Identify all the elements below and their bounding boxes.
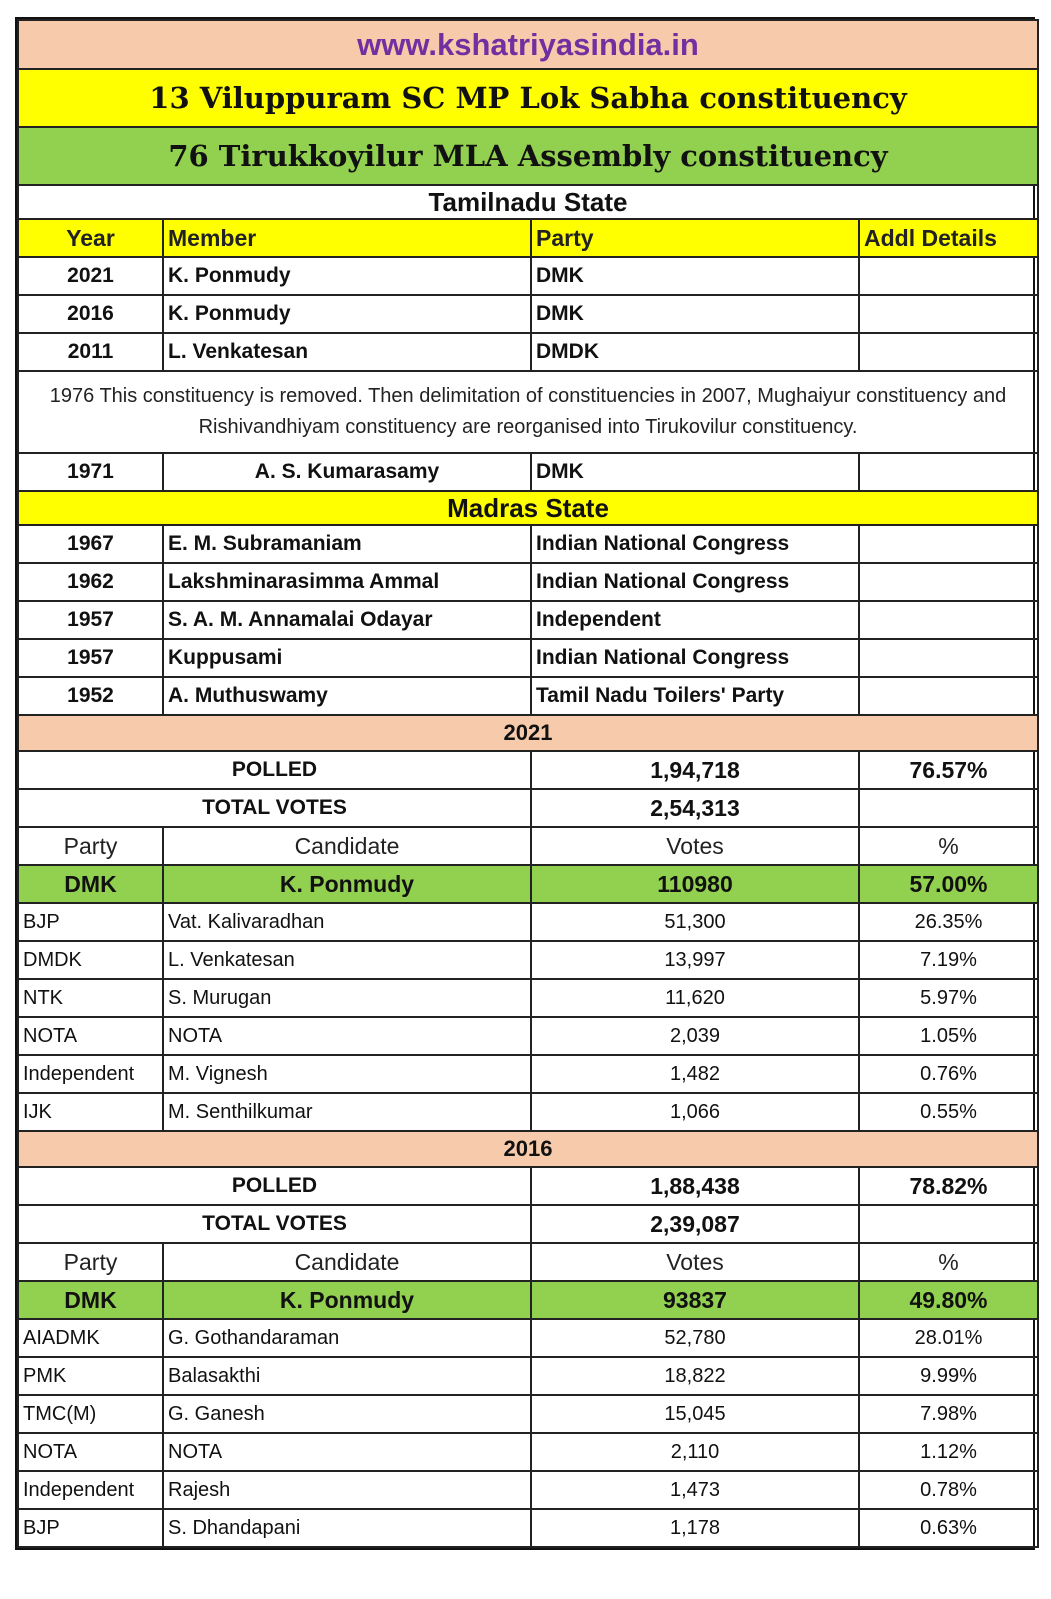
member-party: DMK xyxy=(531,453,859,491)
member-year: 1967 xyxy=(18,525,163,563)
header-year: Year xyxy=(18,219,163,257)
polled-label: POLLED xyxy=(18,751,531,789)
member-addl-details xyxy=(859,257,1038,295)
election-year-heading: 2016 xyxy=(18,1131,1038,1167)
candidate-name: Vat. Kalivaradhan xyxy=(163,903,531,941)
member-name: A. S. Kumarasamy xyxy=(163,453,531,491)
results-header-row xyxy=(18,1243,1038,1281)
candidate-votes: 15,045 xyxy=(531,1395,859,1433)
polled-row xyxy=(18,1167,1038,1205)
site-url[interactable]: www.kshatriyasindia.in xyxy=(18,20,1038,69)
member-row xyxy=(18,333,1038,371)
member-addl-details xyxy=(859,677,1038,715)
candidate-name: M. Senthilkumar xyxy=(163,1093,531,1131)
state-heading-madras: Madras State xyxy=(18,491,1038,525)
candidate-name: G. Gothandaraman xyxy=(163,1319,531,1357)
polled-value: 1,88,438 xyxy=(531,1167,859,1205)
member-party: DMDK xyxy=(531,333,859,371)
winner-candidate: K. Ponmudy xyxy=(163,1281,531,1319)
candidate-votes: 13,997 xyxy=(531,941,859,979)
member-party: Indian National Congress xyxy=(531,639,859,677)
candidate-name: S. Murugan xyxy=(163,979,531,1017)
member-row xyxy=(18,563,1038,601)
member-year: 1962 xyxy=(18,563,163,601)
candidate-row xyxy=(18,941,1038,979)
member-row xyxy=(18,639,1038,677)
polled-percent: 78.82% xyxy=(859,1167,1038,1205)
candidate-name: NOTA xyxy=(163,1017,531,1055)
candidate-votes: 18,822 xyxy=(531,1357,859,1395)
candidate-row xyxy=(18,1093,1038,1131)
member-addl-details xyxy=(859,525,1038,563)
polled-row xyxy=(18,751,1038,789)
lok-sabha-title: 13 Viluppuram SC MP Lok Sabha constituency xyxy=(18,69,1038,127)
member-name: S. A. M. Annamalai Odayar xyxy=(163,601,531,639)
total-votes-row xyxy=(18,789,1038,827)
candidate-name: NOTA xyxy=(163,1433,531,1471)
candidate-percent: 5.97% xyxy=(859,979,1038,1017)
candidate-row xyxy=(18,1055,1038,1093)
candidate-name: Rajesh xyxy=(163,1471,531,1509)
candidate-percent: 7.19% xyxy=(859,941,1038,979)
member-name: A. Muthuswamy xyxy=(163,677,531,715)
member-year: 1971 xyxy=(18,453,163,491)
constituency-sheet xyxy=(15,17,1035,1550)
member-party: Independent xyxy=(531,601,859,639)
candidate-party: IJK xyxy=(18,1093,163,1131)
note-row xyxy=(18,371,1038,453)
member-name: K. Ponmudy xyxy=(163,295,531,333)
candidate-party: BJP xyxy=(18,903,163,941)
candidate-name: L. Venkatesan xyxy=(163,941,531,979)
total-votes-empty xyxy=(859,789,1038,827)
results-header-row xyxy=(18,827,1038,865)
member-year: 1957 xyxy=(18,639,163,677)
member-row xyxy=(18,601,1038,639)
results-header-candidate: Candidate xyxy=(163,1243,531,1281)
results-header-percent: % xyxy=(859,827,1038,865)
polled-percent: 76.57% xyxy=(859,751,1038,789)
candidate-votes: 52,780 xyxy=(531,1319,859,1357)
member-addl-details xyxy=(859,453,1038,491)
results-header-votes: Votes xyxy=(531,827,859,865)
candidate-name: M. Vignesh xyxy=(163,1055,531,1093)
member-party: DMK xyxy=(531,257,859,295)
candidate-votes: 2,039 xyxy=(531,1017,859,1055)
member-row xyxy=(18,295,1038,333)
candidate-votes: 2,110 xyxy=(531,1433,859,1471)
candidate-percent: 0.55% xyxy=(859,1093,1038,1131)
candidate-party: Independent xyxy=(18,1055,163,1093)
header-member: Member xyxy=(163,219,531,257)
candidate-percent: 26.35% xyxy=(859,903,1038,941)
member-name: Lakshminarasimma Ammal xyxy=(163,563,531,601)
member-name: K. Ponmudy xyxy=(163,257,531,295)
members-header-row xyxy=(18,219,1038,257)
candidate-party: Independent xyxy=(18,1471,163,1509)
candidate-votes: 1,066 xyxy=(531,1093,859,1131)
candidate-row xyxy=(18,1357,1038,1395)
winner-votes: 93837 xyxy=(531,1281,859,1319)
member-name: Kuppusami xyxy=(163,639,531,677)
candidate-party: NOTA xyxy=(18,1433,163,1471)
header-addl-details: Addl Details xyxy=(859,219,1038,257)
member-name: E. M. Subramaniam xyxy=(163,525,531,563)
candidate-row xyxy=(18,1509,1038,1547)
assembly-title: 76 Tirukkoyilur MLA Assembly constituency xyxy=(18,127,1038,185)
candidate-percent: 1.12% xyxy=(859,1433,1038,1471)
candidate-name: G. Ganesh xyxy=(163,1395,531,1433)
election-year-row xyxy=(18,1131,1038,1167)
candidate-votes: 1,482 xyxy=(531,1055,859,1093)
candidate-percent: 1.05% xyxy=(859,1017,1038,1055)
election-year-row xyxy=(18,715,1038,751)
candidate-party: NTK xyxy=(18,979,163,1017)
total-votes-value: 2,39,087 xyxy=(531,1205,859,1243)
winner-row xyxy=(18,1281,1038,1319)
polled-value: 1,94,718 xyxy=(531,751,859,789)
member-row xyxy=(18,525,1038,563)
member-addl-details xyxy=(859,333,1038,371)
candidate-row xyxy=(18,1433,1038,1471)
member-addl-details xyxy=(859,601,1038,639)
candidate-row xyxy=(18,1319,1038,1357)
total-votes-empty xyxy=(859,1205,1038,1243)
delimitation-note: 1976 This constituency is removed. Then delimitation of constituencies in 2007, Mughaiyur constituency and Rishivandhiyam constituency are reorganised into Tirukovilur constituency. xyxy=(18,371,1038,453)
candidate-row xyxy=(18,1017,1038,1055)
member-year: 2016 xyxy=(18,295,163,333)
candidate-percent: 9.99% xyxy=(859,1357,1038,1395)
state-heading-tamilnadu: Tamilnadu State xyxy=(18,185,1038,219)
winner-candidate: K. Ponmudy xyxy=(163,865,531,903)
winner-row xyxy=(18,865,1038,903)
member-year: 1957 xyxy=(18,601,163,639)
candidate-row xyxy=(18,1395,1038,1433)
total-votes-value: 2,54,313 xyxy=(531,789,859,827)
member-party: Indian National Congress xyxy=(531,525,859,563)
member-name: L. Venkatesan xyxy=(163,333,531,371)
polled-label: POLLED xyxy=(18,1167,531,1205)
winner-percent: 57.00% xyxy=(859,865,1038,903)
candidate-percent: 0.63% xyxy=(859,1509,1038,1547)
candidate-votes: 51,300 xyxy=(531,903,859,941)
candidate-row xyxy=(18,1471,1038,1509)
candidate-row xyxy=(18,979,1038,1017)
candidate-percent: 0.78% xyxy=(859,1471,1038,1509)
member-party: Indian National Congress xyxy=(531,563,859,601)
candidate-percent: 0.76% xyxy=(859,1055,1038,1093)
election-year-heading: 2021 xyxy=(18,715,1038,751)
candidate-row xyxy=(18,903,1038,941)
member-addl-details xyxy=(859,295,1038,333)
candidate-percent: 28.01% xyxy=(859,1319,1038,1357)
winner-party: DMK xyxy=(18,1281,163,1319)
total-votes-label: TOTAL VOTES xyxy=(18,789,531,827)
candidate-votes: 1,178 xyxy=(531,1509,859,1547)
constituency-table xyxy=(17,19,1039,1548)
winner-party: DMK xyxy=(18,865,163,903)
total-votes-label: TOTAL VOTES xyxy=(18,1205,531,1243)
candidate-percent: 7.98% xyxy=(859,1395,1038,1433)
member-addl-details xyxy=(859,563,1038,601)
member-party: Tamil Nadu Toilers' Party xyxy=(531,677,859,715)
candidate-name: S. Dhandapani xyxy=(163,1509,531,1547)
candidate-name: Balasakthi xyxy=(163,1357,531,1395)
member-party: DMK xyxy=(531,295,859,333)
member-row xyxy=(18,677,1038,715)
member-row xyxy=(18,453,1038,491)
candidate-party: AIADMK xyxy=(18,1319,163,1357)
candidate-party: DMDK xyxy=(18,941,163,979)
results-header-candidate: Candidate xyxy=(163,827,531,865)
member-row xyxy=(18,257,1038,295)
member-addl-details xyxy=(859,639,1038,677)
candidate-votes: 1,473 xyxy=(531,1471,859,1509)
candidate-votes: 11,620 xyxy=(531,979,859,1017)
candidate-party: TMC(M) xyxy=(18,1395,163,1433)
results-header-party: Party xyxy=(18,1243,163,1281)
results-header-votes: Votes xyxy=(531,1243,859,1281)
results-header-party: Party xyxy=(18,827,163,865)
header-party: Party xyxy=(531,219,859,257)
candidate-party: NOTA xyxy=(18,1017,163,1055)
candidate-party: BJP xyxy=(18,1509,163,1547)
member-year: 2021 xyxy=(18,257,163,295)
member-year: 1952 xyxy=(18,677,163,715)
winner-votes: 110980 xyxy=(531,865,859,903)
winner-percent: 49.80% xyxy=(859,1281,1038,1319)
results-header-percent: % xyxy=(859,1243,1038,1281)
state-row xyxy=(18,491,1038,525)
total-votes-row xyxy=(18,1205,1038,1243)
member-year: 2011 xyxy=(18,333,163,371)
candidate-party: PMK xyxy=(18,1357,163,1395)
